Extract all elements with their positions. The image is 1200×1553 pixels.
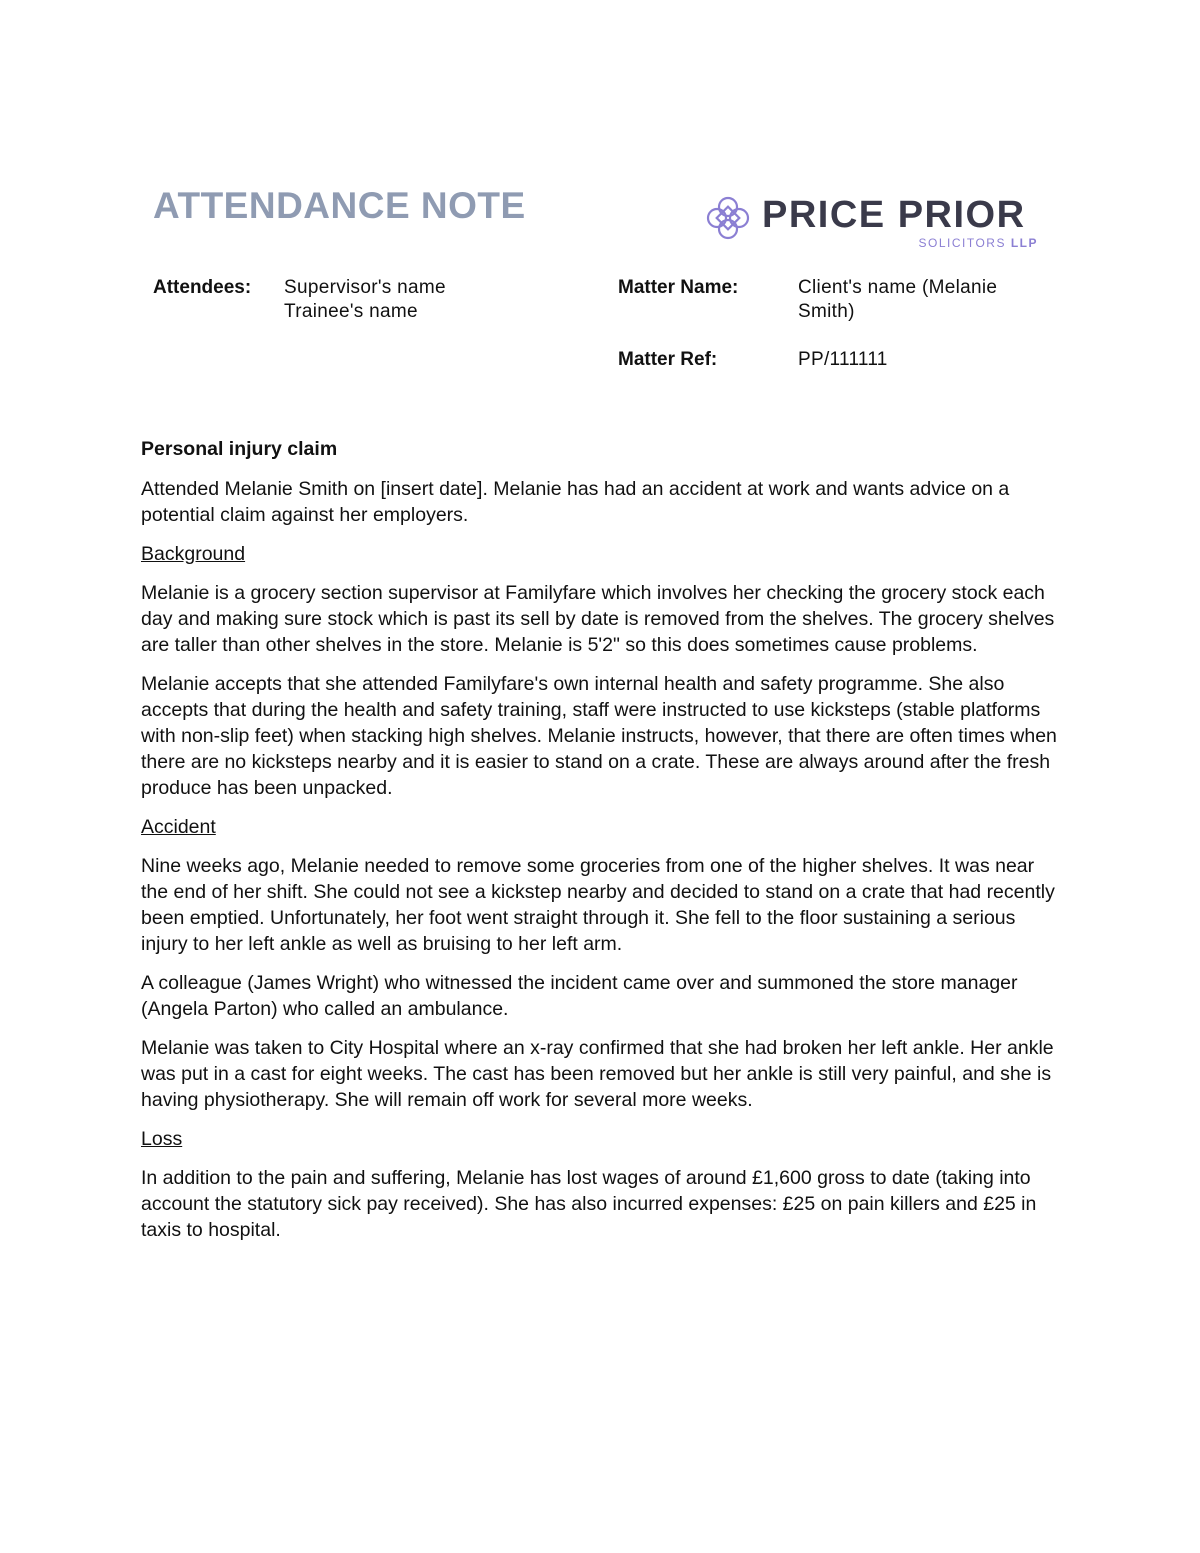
- background-paragraph: Melanie accepts that she attended Familyfare's own internal health and safety programme. She also accepts that during the health and safety training, staff were instructed to use kicksteps (stable platforms with non-slip feet) when stacking high shelves. Melanie instructs, however, that there are often times when there are no kicksteps nearby and it is easier to stand on a crate. These are always around after the fresh produce has been unpacked.: [141, 673, 1057, 799]
- intro-paragraph: Attended Melanie Smith on [insert date]. Melanie has had an accident at work and wants advice on a potential claim against her employers.: [141, 478, 1010, 526]
- loss-paragraph: In addition to the pain and suffering, Melanie has lost wages of around £1,600 gross to date (taking into account the statutory sick pay received). She has also incurred expenses: £25 on pain killers and £25 in taxis to hospital.: [141, 1167, 1037, 1241]
- matter-name-line-2: Smith): [798, 301, 855, 322]
- matter-name-label: Matter Name:: [618, 277, 739, 298]
- matter-ref-label: Matter Ref:: [618, 349, 718, 370]
- attendees-label: Attendees:: [153, 277, 252, 298]
- logo-subtitle: SOLICITORS LLP: [918, 236, 1038, 250]
- logo-wordmark: PRICE PRIOR: [762, 194, 1026, 236]
- section-heading-loss: Loss: [141, 1128, 183, 1150]
- document-title: ATTENDANCE NOTE: [153, 185, 526, 226]
- note-body: [141, 436, 1061, 1256]
- accident-paragraph: Nine weeks ago, Melanie needed to remove some groceries from one of the higher shelves. It was near the end of her shift. She could not see a kickstep nearby and decided to stand on a crate that had recently been emptied. Unfortunately, her foot went straight through it. She fell to the floor sustaining a serious injury to her left ankle as well as bruising to her left arm.: [141, 855, 1055, 955]
- attendee-trainee: Trainee's name: [284, 301, 418, 322]
- section-heading-background: Background: [141, 543, 246, 565]
- attendee-supervisor: Supervisor's name: [284, 277, 446, 298]
- section-heading-accident: Accident: [141, 816, 216, 838]
- accident-paragraph: A colleague (James Wright) who witnessed the incident came over and summoned the store manager (Angela Parton) who called an ambulance.: [141, 972, 1018, 1020]
- matter-name-line-1: Client's name (Melanie: [798, 277, 998, 298]
- quatrefoil-logo-icon: [706, 196, 750, 240]
- matter-ref-value: PP/111111: [798, 349, 888, 370]
- price-prior-logo: [706, 196, 1046, 256]
- background-paragraph: Melanie is a grocery section supervisor at Familyfare which involves her checking the grocery stock each day and making sure stock which is past its sell by date is removed from the shelves. The grocery shelves are taller than other shelves in the store. Melanie is 5'2" so this does sometimes cause problems.: [141, 582, 1055, 656]
- claim-heading: Personal injury claim: [141, 438, 338, 460]
- accident-paragraph: Melanie was taken to City Hospital where an x-ray confirmed that she had broken her left ankle. Her ankle was put in a cast for eight weeks. The cast has been removed but her ankle is still very painful, and she is having physiotherapy. She will remain off work for several more weeks.: [141, 1037, 1054, 1111]
